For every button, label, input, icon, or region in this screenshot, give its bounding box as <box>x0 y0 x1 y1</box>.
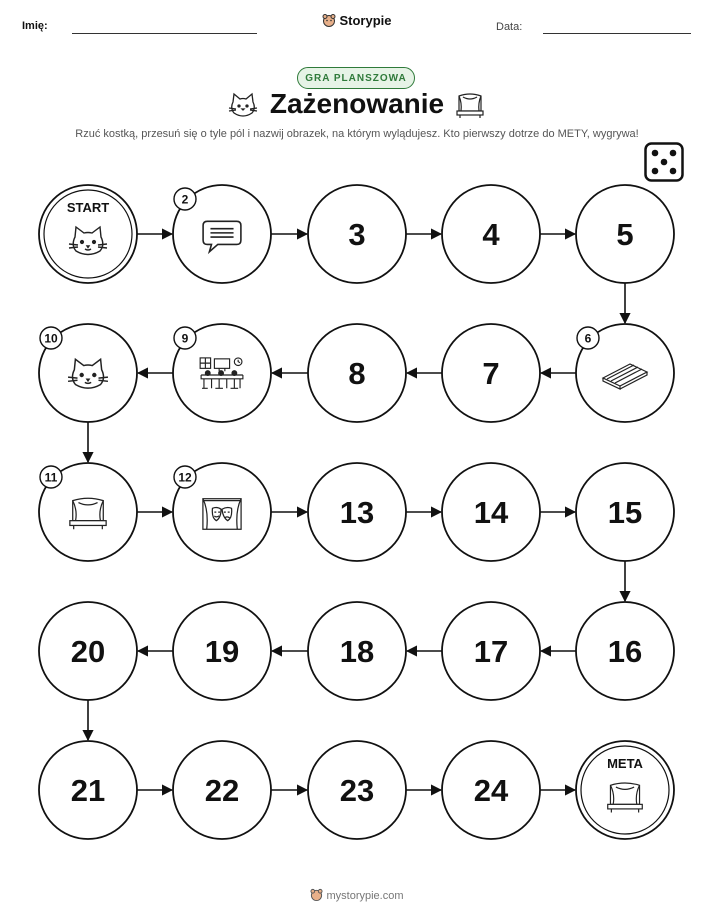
cell-number: 13 <box>339 495 375 530</box>
game-type-badge: GRA PLANSZOWA <box>297 67 415 89</box>
board-cell-22[interactable] <box>173 741 271 839</box>
board-cell-14[interactable] <box>442 463 540 561</box>
cell-number: 20 <box>70 634 106 669</box>
board-cell-13[interactable] <box>308 463 406 561</box>
cell-number: 15 <box>607 495 643 530</box>
instructions: Rzuć kostką, przesuń się o tyle pól i nazwij obrazek, na którym wylądujesz. Kto pierwszy dotrze do METY, wygrywa! <box>75 128 639 140</box>
cell-number: 18 <box>339 634 375 669</box>
board-cell-23[interactable] <box>308 741 406 839</box>
cell-number: 17 <box>473 634 509 669</box>
board-cell-11[interactable] <box>39 463 137 561</box>
cell-number: 4 <box>482 217 500 252</box>
board-cell-18[interactable] <box>308 602 406 700</box>
storypie-bear-icon <box>310 888 323 904</box>
board-cell-19[interactable] <box>173 602 271 700</box>
date-label: Data: <box>496 21 523 33</box>
cell-number: 24 <box>473 773 509 808</box>
page-title: Zażenowanie <box>269 88 445 119</box>
cell-number: 14 <box>473 495 509 530</box>
cell-number: 23 <box>339 773 375 808</box>
board-cell-15[interactable] <box>576 463 674 561</box>
footer <box>0 888 714 904</box>
board-cell-21[interactable] <box>39 741 137 839</box>
name-label: Imię: <box>22 20 48 32</box>
board-cell-2[interactable] <box>173 185 271 283</box>
cell-number: 3 <box>348 217 366 252</box>
board-cell-20[interactable] <box>39 602 137 700</box>
theater-stage-icon <box>608 783 643 813</box>
cell-number: 10 <box>44 331 58 346</box>
cell-number: 19 <box>204 634 240 669</box>
cell-number: 8 <box>348 356 366 391</box>
board-cell-3[interactable] <box>308 185 406 283</box>
theater-stage-icon <box>70 498 106 529</box>
board-cell-9[interactable] <box>173 324 271 422</box>
board-cell-25[interactable] <box>576 741 674 839</box>
board-cell-10[interactable] <box>39 324 137 422</box>
cell-label: META <box>607 756 643 771</box>
theater-masks-icon <box>203 499 241 530</box>
board-cell-7[interactable] <box>442 324 540 422</box>
cell-number: 12 <box>178 470 192 485</box>
board-cell-5[interactable] <box>576 185 674 283</box>
board-cell-8[interactable] <box>308 324 406 422</box>
cell-number: 11 <box>44 470 58 485</box>
cell-number: 2 <box>181 192 189 207</box>
cell-number: 16 <box>607 634 643 669</box>
board-cell-1[interactable] <box>39 185 137 283</box>
cell-number: 9 <box>181 331 189 346</box>
board-cell-24[interactable] <box>442 741 540 839</box>
board-cell-17[interactable] <box>442 602 540 700</box>
board-cell-6[interactable] <box>576 324 674 422</box>
cell-number: 22 <box>204 773 240 808</box>
cell-label: START <box>66 200 110 215</box>
board-cells <box>39 185 674 839</box>
cell-number: 5 <box>616 217 634 252</box>
footer-url[interactable]: mystorypie.com <box>326 889 404 902</box>
board-cell-16[interactable] <box>576 602 674 700</box>
cell-number: 21 <box>70 773 106 808</box>
board-cell-12[interactable] <box>173 463 271 561</box>
cell-number: 6 <box>584 331 592 346</box>
cell-number: 7 <box>482 356 500 391</box>
brand-text: Storypie <box>339 13 392 28</box>
board-cell-4[interactable] <box>442 185 540 283</box>
